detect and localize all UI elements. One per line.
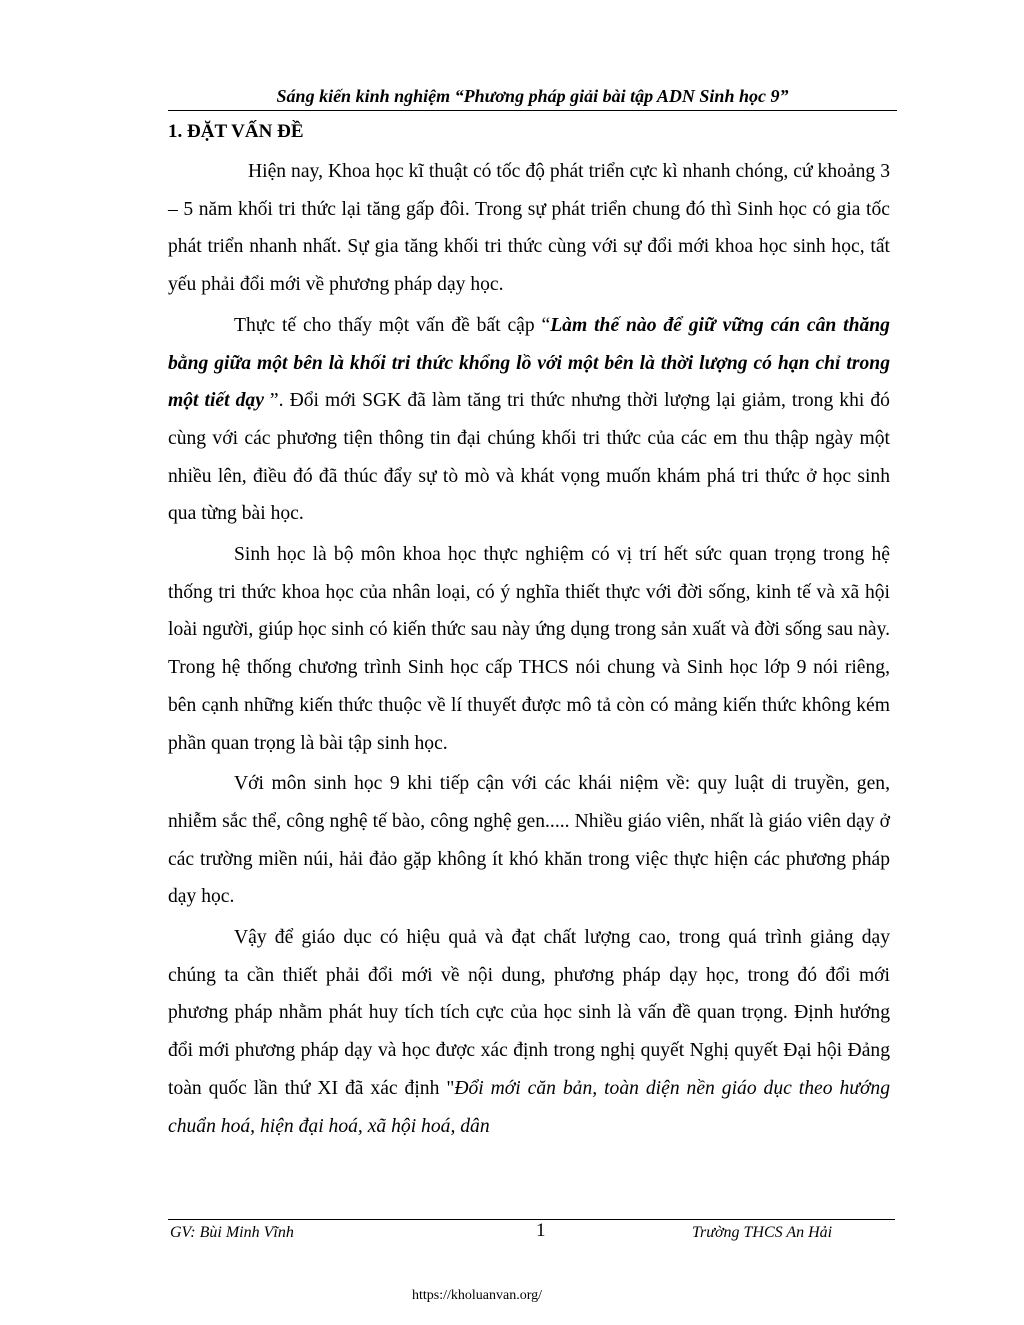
- page-header-title: Sáng kiến kinh nghiệm “Phương pháp giải bài tập ADN Sinh học 9”: [276, 86, 789, 106]
- paragraph-2-start: Thực tế cho thấy một vấn đề bất cập “: [234, 314, 551, 336]
- paragraph-5-start: Vậy để giáo dục có hiệu quả và đạt chất lượng cao, trong quá trình giảng dạy chúng ta cần thiết phải đổi mới về nội dung, phương pháp dạy học, trong đó đổi mới phương pháp nhằm phát huy tích tích cực của học sinh là vấn đề quan trọng. Định hướng đổi mới phương pháp dạy và học được xác định trong nghị quyết Nghị quyết Đại hội Đảng toàn quốc lần thứ XI đã xác định ": [168, 927, 890, 1099]
- paragraph-4: Với môn sinh học 9 khi tiếp cận với các khái niệm về: quy luật di truyền, gen, nhiễm sắc thể, công nghệ tế bào, công nghệ gen..... Nhiều giáo viên, nhất là giáo viên dạy ở các trường miền núi, hải đảo gặp không ít khó khăn trong việc thực hiện các phương pháp dạy học.: [168, 773, 890, 908]
- footer-author: GV: Bùi Minh Vĩnh: [170, 1224, 294, 1241]
- document-body: [168, 153, 890, 1148]
- footer-divider: [168, 1219, 895, 1220]
- paragraph-2: [168, 307, 890, 533]
- paragraph-2-end: ”. Đổi mới SGK đã làm tăng tri thức nhưng thời lượng lại giảm, trong khi đó cùng với các phương tiện thông tin đại chúng khối tri thức của các em thu thập ngày một nhiều lên, điều đó đã thúc đẩy sự tò mò và khát vọng muốn khám phá tri thức ở học sinh qua từng bài học.: [168, 390, 890, 525]
- paragraph-1: Hiện nay, Khoa học kĩ thuật có tốc độ phát triển cực kì nhanh chóng, cứ khoảng 3 – 5 năm khối tri thức lại tăng gấp đôi. Trong sự phát triển chung đó thì Sinh học có gia tốc phát triển nhanh nhất. Sự gia tăng khối tri thức cùng với sự đổi mới khoa học sinh học, tất yếu phải đổi mới về phương pháp dạy học.: [168, 161, 890, 296]
- paragraph-2-emphasis: Làm thế nào để giữ vững cán cân thăng bằng giữa một bên là khối tri thức khổng lồ với một bên là thời lượng có hạn chỉ trong một tiết dạy: [168, 314, 890, 412]
- paragraph-5: [168, 919, 890, 1145]
- header-divider: [168, 110, 897, 111]
- paragraph-3: Sinh học là bộ môn khoa học thực nghiệm có vị trí hết sức quan trọng trong hệ thống tri thức khoa học của nhân loại, có ý nghĩa thiết thực với đời sống, kinh tế và xã hội loài người, giúp học sinh có kiến thức sau này ứng dụng trong sản xuất và đời sống sau này. Trong hệ thống chương trình Sinh học cấp THCS nói chung và Sinh học lớp 9 nói riêng, bên cạnh những kiến thức thuộc về lí thuyết được mô tả còn có mảng kiến thức không kém phần quan trọng là bài tập sinh học.: [168, 544, 890, 754]
- footer-school: Trường THCS An Hải: [692, 1224, 833, 1241]
- paragraph-5-quote: Đổi mới căn bản, toàn diện nền giáo dục theo hướng chuẩn hoá, hiện đại hoá, xã hội hoá, dân: [168, 1077, 890, 1137]
- page-number: 1: [536, 1220, 546, 1241]
- source-url: https://kholuanvan.org/: [411, 1288, 542, 1303]
- section-title: 1. ĐẶT VẤN ĐỀ: [168, 121, 304, 142]
